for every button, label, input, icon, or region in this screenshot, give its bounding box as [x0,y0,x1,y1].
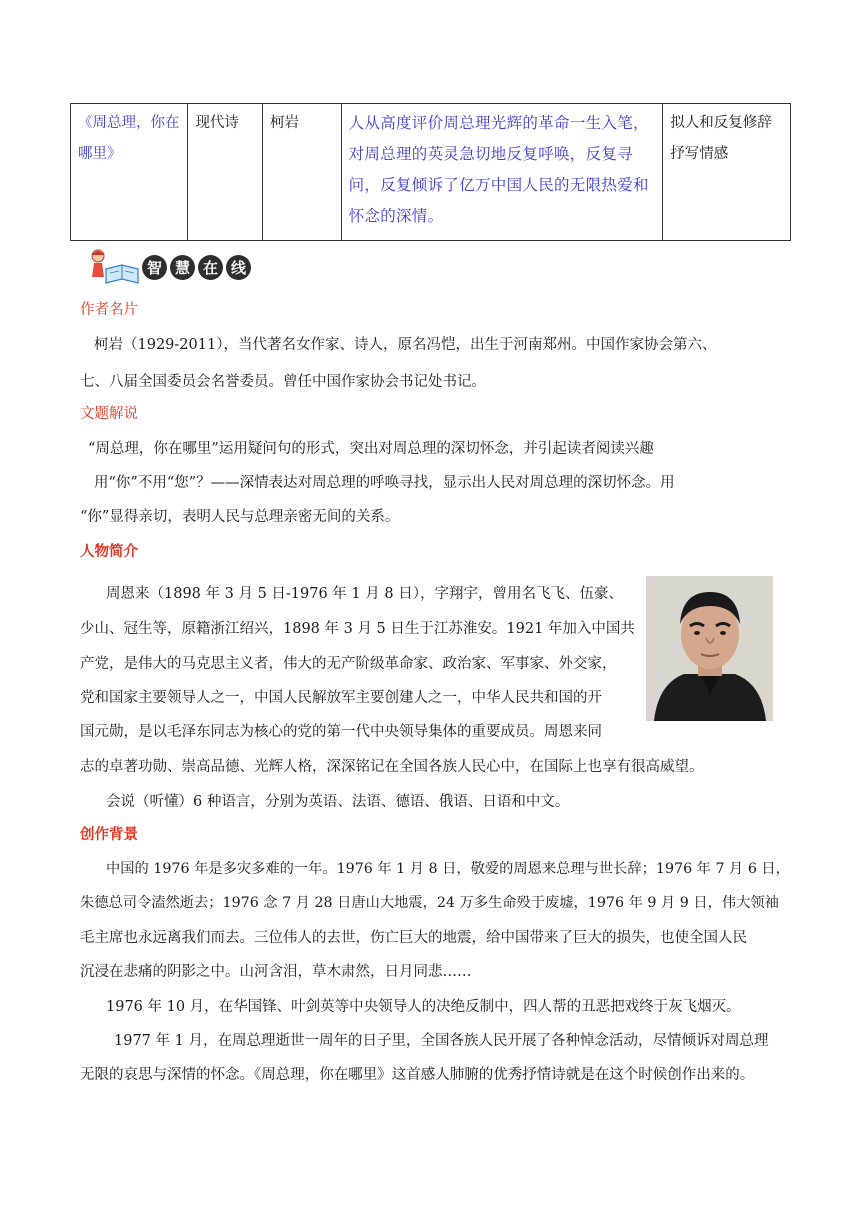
table-row [71,104,791,241]
poem-info-table [70,103,791,241]
section-banner [86,244,254,290]
title-explain-line: “周总理，你在哪里”运用疑问句的形式，突出对周总理的深切怀念，并引起读者阅读兴趣 [88,441,654,457]
bio-line: 国元勋，是以毛泽东同志为核心的党的第一代中央领导集体的重要成员。周恩来同 [80,724,602,740]
banner-char: 在 [198,255,223,280]
background-line: 1976 年 10 月，在华国锋、叶剑英等中央领导人的决绝反制中，四人帮的丑恶把戏终于灰飞烟灭。 [106,999,741,1015]
technique-cell: 拟人和反复修辞抒写情感 [663,104,791,241]
genre-cell: 现代诗 [188,104,263,241]
banner-char: 线 [226,255,251,280]
background-heading: 创作背景 [80,827,138,843]
bio-line: 党和国家主要领导人之一，中国人民解放军主要创建人之一，中华人民共和国的开 [80,690,602,706]
background-line: 朱德总司令溘然逝去；1976 念 7 月 28 日唐山大地震，24 万多生命殁于废墟，1976 年 9 月 9 日，伟大领袖 [80,895,779,911]
poem-title-cell: 《周总理，你在哪里》 [71,104,188,241]
bio-line: 周恩来（1898 年 3 月 5 日-1976 年 1 月 8 日），字翔宇，曾用名飞飞、伍豪、 [106,586,623,602]
content-cell: 人从高度评价周总理光辉的革命一生入笔，对周总理的英灵急切地反复呼唤，反复寻问，反复倾诉了亿万中国人民的无限热爱和怀念的深情。 [341,104,663,241]
title-explain-line: 用“你”不用“您”？——深情表达对周总理的呼唤寻找，显示出人民对周总理的深切怀念。用 [94,475,675,491]
background-line: 中国的 1976 年是多灾多难的一年。1976 年 1 月 8 日，敬爱的周恩来总理与世长辞；1976 年 7 月 6 日， [106,861,790,877]
bio-heading: 人物简介 [80,544,138,560]
author-card-heading: 作者名片 [80,302,138,318]
author-text-line: 七、八届全国委员会名誉委员。曾任中国作家协会书记处书记。 [80,374,486,390]
bio-line: 产党，是伟大的马克思主义者，伟大的无产阶级革命家、政治家、军事家、外交家， [80,656,617,672]
portrait-image [646,576,773,721]
zhou-enlai-portrait [646,576,773,721]
banner-char: 慧 [170,255,195,280]
bio-line: 志的卓著功勋、崇高品德、光辉人格，深深铭记在全国各族人民心中，在国际上也享有很高威望。 [80,759,704,775]
background-line: 沉浸在悲痛的阴影之中。山河含泪，草木肃然，日月同悲…… [80,964,472,980]
author-text-line: 柯岩（1929-2011），当代著名女作家、诗人，原名冯恺，出生于河南郑州。中国作家协会第六、 [94,337,717,353]
background-line: 无限的哀思与深情的怀念。《周总理，你在哪里》这首感人肺腑的优秀抒情诗就是在这个时候创作出来的。 [80,1067,755,1083]
background-line: 1977 年 1 月，在周总理逝世一周年的日子里，全国各族人民开展了各种悼念活动，尽情倾诉对周总理 [114,1033,769,1049]
title-explain-heading: 文题解说 [80,406,138,422]
banner-char: 智 [142,255,167,280]
bio-line: 少山、冠生等，原籍浙江绍兴，1898 年 3 月 5 日生于江苏淮安。1921 年加入中国共 [80,621,635,637]
author-cell: 柯岩 [262,104,341,241]
title-explain-line: “你”显得亲切，表明人民与总理亲密无间的关系。 [80,509,400,525]
background-line: 毛主席也永远离我们而去。三位伟人的去世，伤亡巨大的地震，给中国带来了巨大的损失，也使全国人民 [80,930,747,946]
bio-line: 会说（听懂）6 种语言，分别为英语、法语、德语、俄语、日语和中文。 [106,794,570,810]
reading-child-icon [86,247,142,287]
